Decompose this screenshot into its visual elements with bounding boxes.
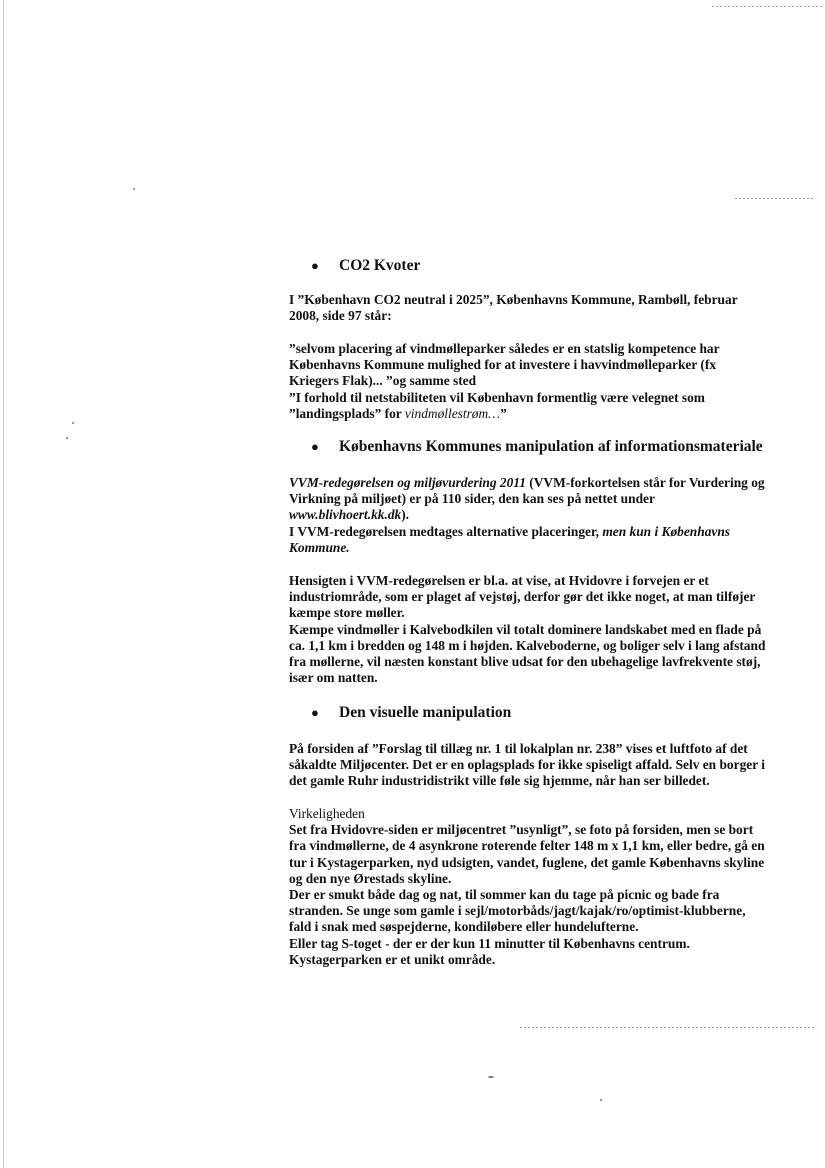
text-line: [289, 406, 789, 422]
text-line: [289, 654, 789, 670]
text-line: [289, 605, 789, 621]
text-line: [289, 887, 789, 903]
text-line: [289, 491, 789, 507]
text-run: Kystagerparken er et unikt område.: [289, 951, 496, 967]
text-line: [289, 622, 789, 638]
text-run: Hensigten i VVM-redegørelsen er bl.a. at vise, at Hvidovre i forvejen er et: [289, 573, 709, 588]
text-run: stranden. Se unge som gamle i sejl/motorbåds/jagt/kajak/ro/optimist-klubberne,: [289, 903, 746, 919]
text-run: ”: [500, 405, 507, 421]
text-line: [289, 952, 789, 968]
text-line: [289, 936, 789, 952]
text-run: Set fra Hvidovre-siden er miljøcentret ”usynligt”, se foto på forsiden, men se bort: [289, 822, 754, 838]
paragraph: [289, 292, 789, 324]
text-line: [289, 838, 789, 854]
text-run: Kommune.: [289, 539, 350, 555]
text-line: [289, 855, 789, 871]
text-line: [289, 540, 789, 556]
text-run: fald i snak med søspejderne, kondiløbere eller hundelufterne.: [289, 919, 639, 935]
text-run: På forsiden af ”Forslag til tillæg nr. 1 til lokalplan nr. 238” vises et luftfoto af det: [289, 741, 748, 756]
text-line: [289, 390, 789, 406]
text-run: og den nye Ørestads skyline.: [289, 870, 452, 886]
text-run: (VVM-forkortelsen står for Vurdering og: [525, 475, 765, 490]
text-line: [289, 741, 789, 757]
text-run: vindmøllestrøm…: [404, 405, 501, 421]
scan-mark: [520, 1027, 815, 1028]
paragraph: [289, 741, 789, 790]
scan-mark: [712, 6, 824, 7]
text-line: [289, 638, 789, 654]
text-run: Virkeligheden: [289, 806, 365, 821]
scan-speck: [488, 1076, 494, 1078]
scan-mark: [735, 198, 815, 199]
paragraph: [289, 341, 789, 422]
text-run: 2008, side 97 står:: [289, 308, 392, 324]
text-run: Der er smukt både dag og nat, til sommer kan du tage på picnic og bade fra: [289, 887, 720, 903]
text-run: industriområde, som er plaget af vejstøj, derfor gør det ikke noget, at man tilføjer: [289, 589, 756, 605]
text-run: fra møllerne, vil næsten konstant blive udsat for den ubehagelige lavfrekvente støj,: [289, 654, 761, 670]
section-heading: ● Københavns Kommunes manipulation af informationsmateriale: [311, 438, 763, 455]
text-line: [289, 822, 789, 838]
text-run: ).: [401, 507, 410, 523]
text-line: [289, 903, 789, 919]
text-line: [289, 341, 789, 357]
text-line: [289, 670, 789, 686]
text-line: [289, 919, 789, 935]
text-run: ”landingsplads” for: [289, 405, 405, 421]
text-line: [289, 573, 789, 589]
text-run: såkaldte Miljøcenter. Det er en oplagsplads for ikke spiseligt affald. Selv en borger i: [289, 757, 765, 773]
text-line: [289, 357, 789, 373]
bullet-icon: ●: [311, 705, 319, 720]
text-line: [289, 524, 789, 540]
text-run: Virkning på miljøet) er på 110 sider, den kan ses på nettet under: [289, 491, 655, 507]
paragraph: [289, 806, 789, 968]
scan-speck: [600, 1099, 602, 1101]
text-run: www.blivhoert.kk.dk: [289, 507, 402, 523]
scan-speck: [133, 188, 135, 190]
text-run: det gamle Ruhr industridistrikt ville føle sig hjemme, når han ser billedet.: [289, 773, 710, 789]
text-run: Københavns Kommune mulighed for at investere i havvindmølleparker (fx: [289, 357, 717, 373]
section-heading: ● CO2 Kvoter: [311, 257, 421, 274]
text-run: især om natten.: [289, 670, 378, 686]
text-line: [289, 757, 789, 773]
text-line: [289, 773, 789, 789]
text-run: ca. 1,1 km i bredden og 148 m i højden. Kalveboderne, og boliger selv i lang afstand: [289, 637, 766, 653]
text-run: VVM-redegørelsen og miljøvurdering 2011: [289, 475, 526, 490]
text-run: kæmpe store møller.: [289, 605, 405, 621]
text-run: I VVM-redegørelsen medtages alternative placeringer,: [289, 523, 603, 539]
text-run: Kæmpe vindmøller i Kalvebodkilen vil totalt dominere landskabet med en flade på: [289, 621, 762, 637]
scan-edge: [3, 0, 4, 1168]
text-run: Kriegers Flak)... ”og samme sted: [289, 373, 477, 389]
text-run: I ”København CO2 neutral i 2025”, Københavns Kommune, Rambøll, februar: [289, 292, 738, 307]
bullet-icon: ●: [311, 439, 319, 454]
text-line: [289, 806, 789, 822]
text-line: [289, 475, 789, 491]
text-run: ”I forhold til netstabiliteten vil København formentlig være velegnet som: [289, 389, 705, 405]
paragraph: [289, 573, 789, 686]
text-run: Eller tag S-toget - der er der kun 11 minutter til Københavns centrum.: [289, 935, 690, 951]
section-heading: ● Den visuelle manipulation: [311, 704, 512, 721]
paragraph: [289, 475, 789, 556]
bullet-icon: ●: [311, 258, 319, 273]
text-line: [289, 308, 789, 324]
text-line: [289, 507, 789, 523]
text-line: [289, 292, 789, 308]
text-run: fra vindmøllerne, de 4 asynkrone roterende felter 148 m x 1,1 km, eller bedre, gå en: [289, 838, 765, 854]
text-run: tur i Kystagerparken, nyd udsigten, vandet, fuglene, det gamle Københavns skyline: [289, 854, 765, 870]
scan-speck: [66, 437, 68, 439]
text-line: [289, 871, 789, 887]
text-line: [289, 373, 789, 389]
text-run: ”selvom placering af vindmølleparker således er en statslig kompetence har: [289, 341, 720, 356]
scan-speck: [72, 422, 74, 424]
text-line: [289, 589, 789, 605]
text-run: men kun i Københavns: [602, 523, 730, 539]
